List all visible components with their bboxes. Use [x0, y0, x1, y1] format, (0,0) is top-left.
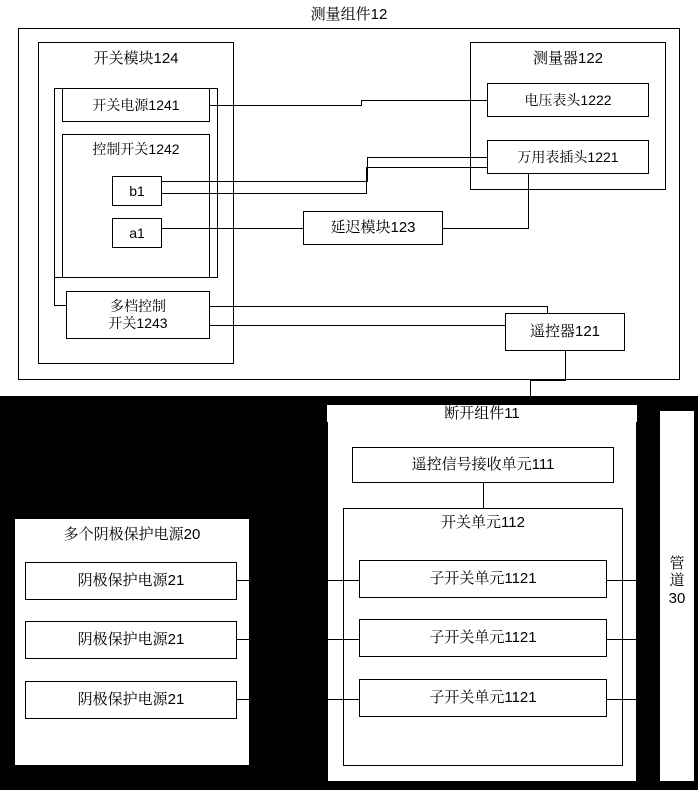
line-cathodic1-to-sub1 [237, 580, 359, 581]
pipeline-char-2: 道 [669, 572, 685, 590]
pipeline-char-1: 管 [669, 555, 685, 572]
line-gear-to-inner-v [54, 278, 55, 305]
line-b1-to-plug-h2 [367, 157, 487, 158]
node-a1-box: a1 [112, 218, 162, 248]
line-gear-to-remote-h2 [210, 325, 505, 326]
line-b1-to-plug-h3 [162, 193, 367, 194]
pipeline-label [659, 555, 695, 607]
control-switch-label: 控制开关1242 [92, 141, 180, 157]
line-cathodic3-to-sub3 [237, 699, 359, 700]
pipeline-char-3: 30 [668, 589, 686, 607]
line-gear-to-remote-v1 [547, 306, 548, 314]
line-b1-to-plug-v [367, 157, 368, 182]
line-receiver-to-switchunit [483, 483, 484, 509]
line-delay-to-plug-h [443, 228, 529, 229]
multi-gear-switch-line1: 多档控制 [110, 298, 166, 315]
line-b1-to-plug-h4 [366, 167, 487, 168]
line-sub2-to-pipeline [607, 639, 659, 640]
remote-controller-box: 遥控器121 [505, 313, 625, 351]
measure-assembly-title: 测量组件12 [310, 6, 388, 23]
switch-power-box: 开关电源1241 [62, 88, 210, 122]
line-power-to-meter-h1 [210, 105, 362, 106]
line-sub1-to-pipeline [607, 580, 659, 581]
line-remote-to-disconnect-v1 [565, 351, 566, 380]
line-b1-to-plug-h1 [162, 181, 368, 182]
sub-switch-unit-3: 子开关单元1121 [359, 679, 607, 717]
switch-unit-label: 开关单元112 [441, 514, 525, 531]
multimeter-plug-box: 万用表插头1221 [487, 140, 649, 174]
line-delay-to-plug-v [528, 174, 529, 229]
sub-switch-unit-1: 子开关单元1121 [359, 560, 607, 598]
line-b1-to-plug-v2 [366, 167, 367, 194]
meter-group-label: 测量器122 [532, 50, 604, 67]
cathodic-supply-1: 阴极保护电源21 [25, 562, 237, 600]
cathodic-supply-2: 阴极保护电源21 [25, 621, 237, 659]
multi-gear-switch-line2: 开关1243 [108, 315, 168, 331]
line-gear-to-remote-h1 [210, 306, 548, 307]
line-power-to-meter-h2 [361, 100, 487, 101]
node-b1-box: b1 [112, 176, 162, 206]
line-cathodic2-to-sub2 [237, 639, 359, 640]
line-a1-to-delay [162, 228, 303, 229]
switch-module-label: 开关模块124 [93, 50, 179, 67]
multi-gear-switch-box [66, 291, 210, 339]
voltage-meter-box: 电压表头1222 [487, 83, 649, 117]
delay-module-box: 延迟模块123 [303, 211, 443, 245]
cathodic-group-label: 多个阴极保护电源20 [63, 526, 201, 543]
sub-switch-unit-2: 子开关单元1121 [359, 619, 607, 657]
line-sub3-to-pipeline [607, 699, 659, 700]
line-gear-to-inner-h [54, 305, 67, 306]
disconnect-assembly-label: 断开组件11 [327, 405, 637, 422]
remote-signal-receiver-box: 遥控信号接收单元111 [352, 447, 614, 483]
line-remote-to-disconnect-h [530, 380, 566, 381]
cathodic-supply-3: 阴极保护电源21 [25, 681, 237, 719]
